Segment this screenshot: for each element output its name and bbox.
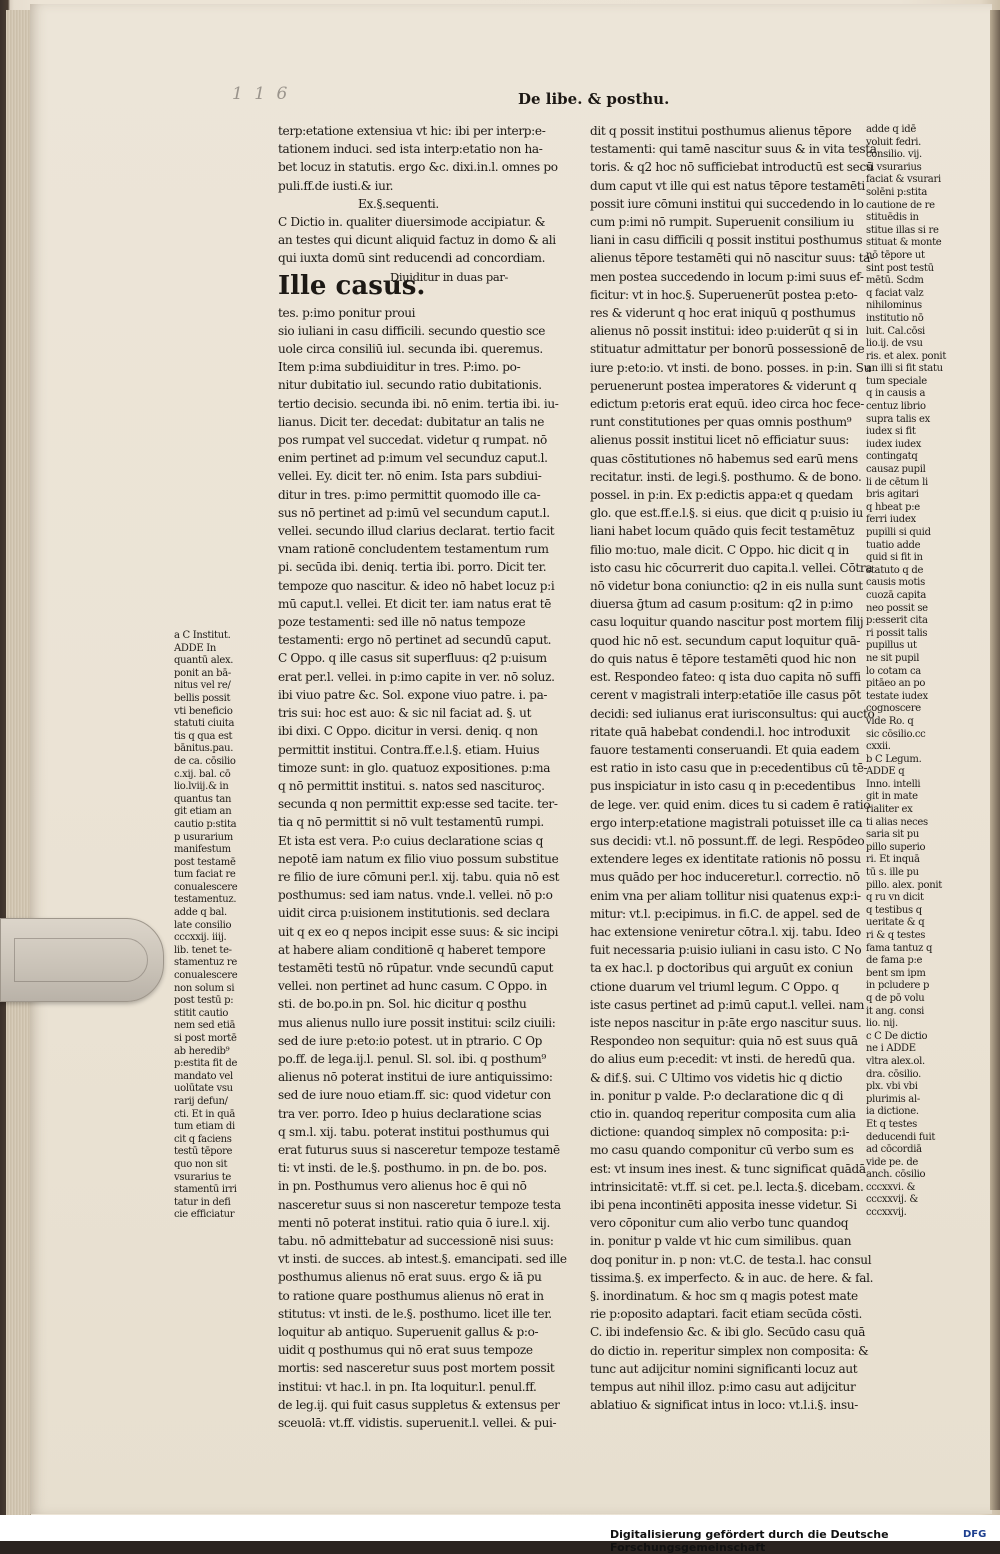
text-line: glo. que est.ff.e.l.§. si eius. que dicit q p:uisio iu [590,506,863,521]
gloss-line: lo cotam ca [866,665,921,677]
text-line: institui: vt hac.l. in pn. Ita loquitur.l. penul.ff. [278,1379,537,1394]
gloss-line: cit q faciens [174,1133,232,1145]
text-line: Ille casus. [278,270,426,301]
gloss-line: rarij defun/ [174,1095,228,1107]
text-line: in. ponitur p valde. P:o declaratione dic q di [590,1088,844,1103]
text-line: possel. in p:in. Ex p:edictis appa:et q quedam [590,488,853,503]
gloss-line: ad cōcordiā [866,1144,922,1156]
text-line: tempus aut nihil illoz. p:imo casu aut adijcitur [590,1380,856,1395]
gloss-line: lio.ij. de vsu [866,338,923,350]
gloss-line: it ang. consi [866,1005,925,1017]
text-line: est. Respondeo fateo: q ista duo capita nō suffi [590,670,861,685]
gloss-line: ferri iudex [866,514,916,526]
gloss-line: ti alias neces [866,816,928,828]
pencil-mark: 1 1 6 [232,84,291,104]
text-line: terp:etatione extensiua vt hic: ibi per interp:e- [278,124,546,138]
book-page-edges [6,10,31,1515]
text-line: tationem induci. sed ista interp:etatio non ha- [278,142,543,157]
text-line: tunc aut adijcitur nomini significanti locuz aut [590,1361,858,1376]
marginal-gloss-left [174,630,264,1222]
gloss-line: stamentuz re [174,957,237,969]
main-text-column-left [278,122,567,1432]
gloss-line: plx. vbi vbi [866,1081,918,1093]
gloss-line: cuozā capita [866,589,927,601]
text-line: stitutus: vt insti. de le.§. posthumo. licet ille ter. [278,1306,552,1321]
gloss-line: cccxxij. iiij. [174,932,227,944]
text-line: C Oppo. q ille casus sit superfluus: q2 p:uisum [278,651,547,666]
gloss-line: tis q qua est [174,730,233,742]
text-line: erat futurus suus si nasceretur tempoze testamē [278,1142,560,1157]
gloss-line: tuatio adde [866,539,921,551]
text-line: vero cōponitur cum alio verbo tunc quandoq [590,1216,849,1231]
text-line: iste casus pertinet ad p:imū caput.l. vellei. nam [590,997,865,1012]
gloss-line: causis motis [866,577,925,589]
gloss-line: tatur in defi [174,1196,231,1208]
gloss-line: quo non sit [174,1158,228,1170]
gloss-line: de ca. cōsilio [174,755,236,767]
gloss-line: voluit fedri. [866,136,921,148]
page-holder-clip-inner [14,938,148,982]
text-line: fuit necessaria p:uisio iuliani in casu isto. C No [590,943,862,958]
gloss-line: nihilominus [866,300,922,312]
text-line: de leg.ij. qui fuit casus suppletus & extensus per [278,1397,560,1412]
text-line: sti. de bo.po.in pn. Sol. hic dicitur q posthu [278,997,527,1012]
text-line: testamēti testū nō rūpatur. vnde secundū caput [278,960,554,975]
text-line: rie p:oposito adaptari. facit etiam secūda cōsti. [590,1307,862,1322]
gloss-line: pupillus ut [866,640,917,652]
gloss-line: sint post testū [866,262,934,274]
text-line: enim vna per aliam tollitur nisi quatenus exp:i- [590,888,861,903]
text-line: sceuolā: vt.ff. vidistis. superuenit.l. vellei. & pui- [278,1416,557,1431]
text-line: ibi pena incontinēti apposita inesse videtur. Si [590,1197,857,1212]
gloss-line: nō tēpore ut [866,249,925,261]
gloss-line: ri. Et inquā [866,854,920,866]
text-line: ta ex hac.l. p doctoribus qui arguūt ex coniun [590,961,853,976]
text-line: qui iuxta domū sint reducendi ad concordiam. [278,251,546,266]
gloss-line: stituēdis in [866,212,919,224]
text-line: pi. secūda ibi. deniq. tertia ibi. porro. Dicit ter. [278,560,547,575]
text-line: Respondeo non sequitur: quia nō est suus quā [590,1034,858,1049]
text-line: q sm.l. xij. tabu. poterat institui posthumus qui [278,1124,549,1139]
text-line: tra ver. porro. Ideo p huius declaratione scias [278,1106,542,1121]
text-line: est ratio in isto casu que in p:ecedentibus cū tē- [590,761,868,776]
text-line: to ratione quare posthumus alienus nō erat in [278,1288,544,1303]
gloss-line: stitue illas si re [866,224,939,236]
gloss-line: neo possit se [866,602,928,614]
text-line: ablatiuo & significat intus in loco: vt.l.i.§. insu- [590,1398,858,1413]
text-line: uole circa consiliū iul. secunda ibi. queremus. [278,342,543,357]
text-line: ditur in tres. p:imo permittit quomodo ille ca- [278,487,541,502]
text-line: testamenti: ergo nō pertinet ad secundū caput. [278,633,552,648]
text-line: puli.ff.de iusti.& iur. [278,178,394,193]
gloss-line: statuto q de [866,564,924,576]
gloss-line: an illi si fit statu [866,363,943,375]
gloss-line: pillo superio [866,841,926,853]
text-line: C Dictio in. qualiter diuersimode accipiatur. & [278,215,546,230]
text-line: C. ibi indefensio &c. & ibi glo. Secūdo casu quā [590,1325,866,1340]
text-line: iste nepos nascitur in p:āte ergo nascitur suus. [590,1015,862,1030]
text-line: men postea succedendo in locum p:imi suus ef- [590,269,864,284]
text-line: nō videtur bona coniunctio: q2 in eis nulla sunt [590,579,863,594]
text-line: sed de iure nouo etiam.ff. sic: quod videtur con [278,1088,551,1103]
text-line: edictum p:etoris erat equū. ideo circa hoc fece- [590,397,865,412]
gloss-line: mandato vel [174,1070,233,1082]
text-line: uidit circa p:uisionem institutionis. sed declara [278,906,550,921]
text-line: Diuiditur in duas par- [390,269,509,284]
text-line: ficitur: vt in hoc.§. Superuenerūt postea p:eto- [590,287,858,302]
text-line: ibi viuo patre &c. Sol. expone viuo patre. i. pa- [278,687,548,702]
text-line: ergo interp:etatione magistrali potuisset ille ca [590,815,863,830]
text-line: cerent v magistrali interp:etatiōe ille casus pōt [590,688,861,703]
text-line: in. ponitur p valde vt hic cum similibus. quan [590,1234,852,1249]
gloss-line: rialiter ex [866,804,913,816]
text-line: mortis: sed nasceretur suus post mortem possit [278,1361,555,1376]
gloss-line: lio.lviij.& in [174,781,229,793]
gloss-line: quid si fit in [866,552,923,564]
gloss-line: q faciat valz [866,287,924,299]
text-line: casu loquitur quando nascitur post mortem filij [590,615,864,630]
text-line: dictione: quandoq simplex nō composita: p:i- [590,1125,850,1140]
text-line: dum caput vt ille qui est natus tēpore testamēti [590,178,865,193]
text-line: Et ista est vera. P:o cuius declaratione scias q [278,833,544,848]
text-line: pus inspiciatur in isto casu q in p:ecedentibus [590,779,856,794]
gloss-line: a C Institut. [174,630,231,641]
text-line: ti: vt insti. de le.§. posthumo. in pn. de bo. pos. [278,1161,547,1176]
gloss-line: contingatq [866,451,918,463]
text-line: ibi dixi. C Oppo. dicitur in versi. deniq. q non [278,724,538,739]
text-line: posthumus: sed iam natus. vnde.l. vellei. nō p:o [278,888,553,903]
gloss-line: sic cōsilio.cc [866,728,926,740]
gloss-line: ri possit talis [866,627,928,639]
gloss-line: tum speciale [866,375,927,387]
gloss-line: lio. nij. [866,1018,898,1030]
text-line: doq ponitur in. p non: vt.C. de testa.l. hac consul [590,1252,872,1267]
gloss-line: Inno. intelli [866,778,921,790]
text-line: uit q ex eo q nepos incipit esse suus: & sic incipi [278,924,559,939]
gloss-line: si vsurarius [866,161,922,173]
text-line: diuersa ḡtum ad casum p:ositum: q2 in p:imo [590,597,853,612]
text-line: sio iuliani in casu difficili. secundo questio sce [278,323,546,338]
gloss-line: nitus vel re/ [174,680,231,692]
gloss-line: mētū. Scdm [866,275,924,287]
text-line: vellei. non pertinet ad hunc casum. C Oppo. in [278,979,547,994]
text-line: stituatur admittatur per bonorū possessionē de [590,342,865,357]
gloss-line: stitit cautio [174,1007,229,1019]
gloss-line: cognoscere [866,703,921,715]
gloss-line: vide Ro. q [866,715,914,727]
gloss-line: cccxxvi. & [866,1181,916,1193]
text-line: alienus nō poterat institui de iure antiquissimo: [278,1070,553,1085]
text-line: po.ff. de lega.ij.l. penul. Sl. sol. ibi. q posthum⁹ [278,1051,546,1066]
dfg-logo: DFG [963,1529,987,1540]
text-line: tris sui: hoc est auo: & sic nil faciat ad. §. ut [278,706,532,721]
gloss-line: pillo. alex. ponit [866,879,942,891]
gloss-line: c C De dictio [866,1030,928,1042]
text-line: §. inordinatum. & hoc sm q magis potest mate [590,1289,858,1303]
gloss-line: Et q testes [866,1118,917,1130]
text-line: nitur dubitatio iul. secundo ratio dubitationis. [278,378,542,393]
text-line: dit q possit institui posthumus alienus tēpore [590,124,852,138]
text-line: tes. p:imo ponitur proui [278,305,416,320]
text-line: mū caput.l. vellei. Et dicit ter. iam natus erat tē [278,596,552,611]
text-line: Item p:ima subdiuiditur in tres. P:imo. po- [278,360,521,375]
text-line: decidi: sed iulianus erat iurisconsultus: qui aucto [590,706,875,721]
text-line: mo casu quando componitur cū verbo sum es [590,1143,854,1158]
gloss-line: ab heredib⁹ [174,1045,230,1057]
text-line: intrinsicitatē: vt.ff. si cet. pe.l. lecta.§. dicebam. [590,1179,864,1194]
gloss-line: pitāeo an po [866,678,926,690]
gloss-line: quantū alex. [174,655,234,667]
text-line: secunda q non permittit exp:esse sed tacite. ter- [278,797,558,812]
gloss-line: adde q idē [866,124,916,135]
gloss-line: faciat & vsurari [866,174,941,186]
gloss-line: institutio nō [866,312,924,324]
gloss-line: supra talis ex [866,413,930,425]
text-line: loquitur ab antiquo. Superuenit gallus & p:o- [278,1325,539,1339]
gloss-line: c.xij. bal. cō [174,768,231,780]
text-line: q nō permittit institui. s. natos sed nasciturος. [278,778,545,793]
gloss-line: in pcludere p [866,980,930,992]
gloss-line: iudex iudex [866,438,922,450]
text-line: tissima.§. ex imperfecto. & in auc. de here. & fal. [590,1270,874,1285]
text-line: isto casu hic cōcurrerit duo capita.l. vellei. Cōtra [590,560,873,575]
text-line: nepotē iam natum ex filio viuo possum substitue [278,851,559,866]
text-line: tempoze quo nascitur. & ideo nō habet locuz p:i [278,578,555,593]
text-line: tertio decisio. secunda ibi. nō enim. tertia ibi. iu- [278,396,559,411]
text-line: iure p:eto:io. vt insti. de bono. posses. in p:in. Su [590,360,872,375]
gloss-line: tū s. ille pu [866,867,919,879]
gloss-line: plurimis al- [866,1093,920,1105]
gloss-line: ADDE q [866,766,905,778]
text-line: mus alienus nullo iure possit institui: scilz ciuili: [278,1015,556,1030]
gloss-line: deducendi fuit [866,1131,936,1143]
gloss-line: causaz pupil [866,464,926,476]
text-line: vt insti. de succes. ab intest.§. emancipati. sed ille [278,1252,567,1267]
gloss-line: dra. cōsilio. [866,1068,921,1080]
gloss-line: si post mortē [174,1033,237,1044]
gloss-line: quantus tan [174,793,232,805]
text-line: alienus nō possit institui: ideo p:uiderūt q si in [590,324,858,339]
gloss-line: vsurarius te [174,1171,232,1183]
text-line: liani habet locum quādo quis fecit testamētuz [590,524,855,539]
gloss-line: conualescere [174,881,238,893]
gloss-line: ueritate & q [866,917,925,929]
text-line: fauore testamenti conseruandi. Et quia eadem [590,742,860,757]
gloss-line: git etiam an [174,806,232,818]
gloss-line: b C Legum. [866,753,922,765]
gloss-line: post testū p: [174,995,234,1007]
text-line: nasceretur suus si non nasceretur tempoze testa [278,1197,561,1212]
text-line: posthumus alienus nō erat suus. ergo & iā pu [278,1270,542,1285]
gloss-line: solēni p:stita [866,186,927,198]
gloss-line: cie efficiatur [174,1209,235,1221]
text-line: mitur: vt.l. p:ecipimus. in fi.C. de appel. sed de [590,906,860,921]
text-line: mus quādo per hoc induceretur.l. correctio. nō [590,870,860,885]
text-line: toris. & q2 hoc nō sufficiebat introductū est secū [590,160,874,175]
gloss-line: late consilio [174,919,232,931]
right-page-edge [990,10,1000,1510]
gloss-line: p usurarium [174,831,233,843]
text-line: an testes qui dicunt aliquid factuz in domo & ali [278,233,556,248]
text-line: recitatur. insti. de legi.§. posthumo. & de bono. [590,469,862,484]
text-line: est: vt insum ines inest. & tunc significat quādā [590,1161,866,1176]
main-text-column-right [590,122,877,1414]
gloss-line: non solum si [174,982,235,994]
text-line: extendere leges ex identitate rationis nō possu [590,852,861,867]
text-line: timoze sunt: in glo. quatuoz expositiones. p:ma [278,760,551,775]
text-line: ctio in. quandoq reperitur composita cum alia [590,1106,856,1121]
gloss-line: cccxxvij. [866,1207,907,1219]
text-line: quod hic nō est. secundum caput loquitur quā- [590,633,861,648]
text-line: & dif.§. sui. C Ultimo vos videtis hic q dictio [590,1070,843,1085]
text-line: vellei. secundo illud clarius declarat. tertio facit [278,524,555,539]
text-line: possit iure cōmuni institui qui succedendo in lo [590,196,864,211]
gloss-line: vltra alex.ol. [866,1055,925,1067]
gloss-line: cautio p:stita [174,818,237,830]
marginal-gloss-right [866,124,952,1220]
text-line: do dictio in. reperitur simplex non composita: & [590,1343,869,1358]
gloss-line: ri & q testes [866,930,926,941]
gloss-line: vti beneficio [174,705,233,717]
gloss-line: q ru vn dicit [866,892,924,904]
text-line: Ex.§.sequenti. [358,196,439,211]
gloss-line: vide pe. de [866,1156,919,1168]
text-line: in pn. Posthumus vero alienus hoc ē qui nō [278,1179,527,1194]
gloss-line: bent sm ipm [866,967,926,979]
gloss-line: anch. cōsilio [866,1169,926,1181]
gloss-line: centuz librio [866,401,926,413]
gloss-line: p:estita fit de [174,1058,238,1070]
text-line: tabu. nō admittebatur ad successionē nisi suus: [278,1233,554,1248]
text-line: cum p:imi nō rumpit. Superuenit consilium iu [590,215,854,230]
text-line: menti nō poterat institui. ratio quia ō iure.l. xij. [278,1215,550,1230]
text-line: pos rumpat vel succedat. videtur q rumpat. nō [278,433,547,448]
text-line: res & viderunt q hoc erat iniquū q posthumus [590,306,856,321]
gloss-line: lib. tenet te- [174,944,232,956]
funding-notice: Digitalisierung gefördert durch die Deutsche Forschungsgemeinschaft [610,1528,889,1554]
gloss-line: de fama p:e [866,955,923,967]
gloss-line: q testibus q [866,904,922,916]
gloss-line: tum etiam di [174,1121,235,1133]
gloss-line: cxxii. [866,741,891,753]
text-line: alienus possit institui licet nō efficiatur suus: [590,433,849,448]
text-line: runt constitutiones per quas omnis posthum⁹ [590,415,852,430]
gloss-line: testate iudex [866,690,928,702]
gloss-line: saria sit pu [866,829,919,841]
gloss-line: testamentuz. [174,894,237,906]
text-line: do alius eum p:ecedit: vt insti. de heredū qua. [590,1052,856,1067]
gloss-line: fama tantuz q [866,942,933,954]
gloss-line: ponit an bā- [174,667,231,679]
text-line: permittit institui. Contra.ff.e.l.§. etiam. Huius [278,742,540,757]
text-line: alienus tēpore testamēti qui nō nascitur suus: ta- [590,251,874,266]
text-line: quas cōstitutiones nō habemus sed earū mens [590,451,858,466]
gloss-line: cti. Et in quā [174,1108,236,1120]
gloss-line: uolūtate vsu [174,1083,233,1095]
gloss-line: iudex si fit [866,426,916,438]
text-line: hac extensione veniretur cōtra.l. xij. tabu. Ideo [590,924,861,939]
text-line: lianus. Dicit ter. decedat: dubitatur an talis ne [278,414,545,429]
gloss-line: adde q bal. [174,907,227,919]
text-line: bet locuz in statutis. ergo &c. dixi.in.l. omnes po [278,160,558,175]
gloss-line: stituat & monte [866,237,942,249]
text-line: ritate quā habebat condendi.l. hoc introduxit [590,724,850,739]
gloss-line: git in mate [866,791,918,803]
text-line: sed de iure p:eto:io potest. ut in ptrario. C Op [278,1033,543,1048]
running-header: De libe. & posthu. [518,90,670,108]
gloss-line: conualescere [174,970,238,982]
gloss-line: li de cētum li [866,476,928,488]
gloss-line: cautione de re [866,199,935,211]
text-line: at habere aliam conditionē q haberet tempore [278,942,546,957]
text-line: liani in casu difficili q possit institui posthumus [590,233,863,248]
gloss-line: ADDE In [174,642,217,654]
gloss-line: bānitus.pau. [174,743,234,755]
text-line: sus decidi: vt.l. nō possunt.ff. de legi. Respōdeo [590,833,865,848]
text-line: testamenti: qui tamē nascitur suus & in vita testa [590,142,877,157]
gloss-line: bellis possit [174,692,231,704]
text-line: sus nō pertinet ad p:imū vel secundum caput.l. [278,505,550,520]
gloss-line: ris. et alex. ponit [866,350,947,362]
text-line: vellei. Ey. dicit ter. nō enim. Ista pars subdiui- [278,469,542,484]
gloss-line: ne sit pupil [866,652,920,664]
gloss-line: consilio. vij. [866,149,922,161]
text-line: poze testamenti: sed ille nō natus tempoze [278,615,526,630]
gloss-line: q hbeat p:e [866,501,920,513]
gloss-line: q de pō volu [866,992,925,1004]
gloss-line: tum faciat re [174,869,236,881]
gloss-line: ia dictione. [866,1106,919,1118]
text-line: filio mo:tuo, male dicit. C Oppo. hic dicit q in [590,542,849,557]
gloss-line: post testamē [174,856,236,868]
gloss-line: stamentū irri [174,1184,237,1196]
text-line: de lege. ver. quid enim. dices tu si cadem ē ratio [590,797,871,812]
text-line: erat per.l. vellei. in p:imo capite in ver. nō soluz. [278,669,555,684]
text-line: do quis natus ē tēpore testamēti quod hic non [590,651,857,666]
gloss-line: statuti ciuita [174,718,235,730]
gloss-line: pupilli si quid [866,527,931,538]
gloss-line: bris agitari [866,489,919,501]
text-line: re filio de iure cōmuni per.l. xij. tabu. quia nō est [278,869,560,884]
text-line: peruenerunt postea imperatores & viderunt q [590,378,857,393]
text-line: tia q nō permittit si nō vult testamentū rumpi. [278,815,544,830]
text-line: enim pertinet ad p:imum vel secunduz caput.l. [278,451,548,466]
gloss-line: ne i ADDE [866,1043,916,1055]
gloss-line: cccxxvij. & [866,1194,918,1206]
text-line: uidit q posthumus qui nō erat suus tempoze [278,1343,533,1358]
text-line: vnam rationē concludentem testamentum rum [278,542,549,557]
gloss-line: luit. Cal.cōsi [866,325,925,337]
gloss-line: q in causis a [866,388,926,400]
gloss-line: nem sed etiā [174,1020,236,1032]
gloss-line: testū tēpore [174,1146,233,1158]
gloss-line: manifestum [174,844,231,856]
text-line: ctione duarum vel triuml legum. C Oppo. q [590,979,839,994]
gloss-line: p:esserit cita [866,615,928,627]
